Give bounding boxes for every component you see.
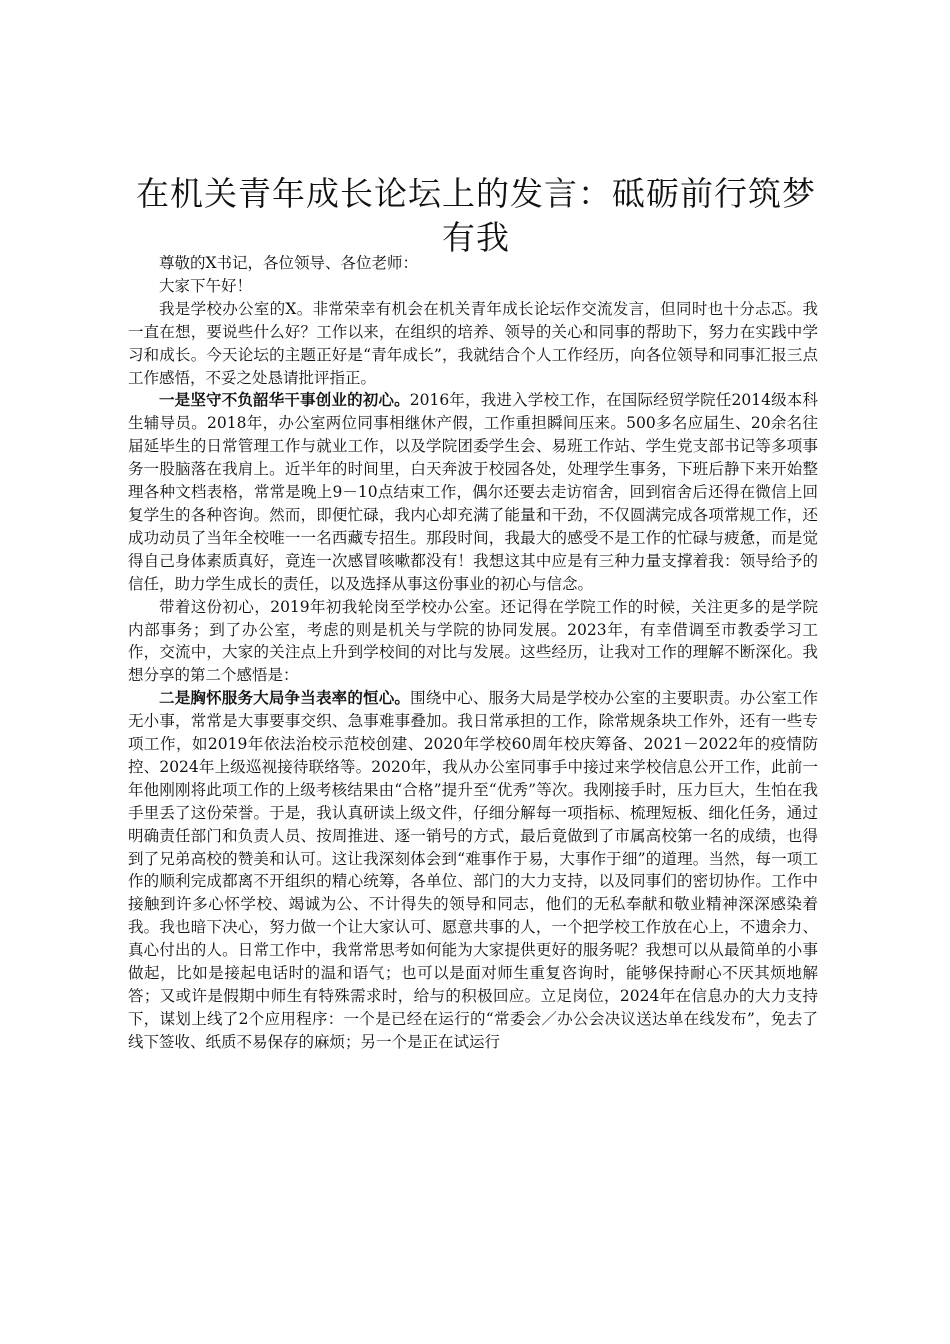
paragraph-text: 我是学校办公室的X。非常荣幸有机会在机关青年成长论坛作交流发言，但同时也十分忐忑。我一直在想，要说些什么好？工作以来，在组织的培养、领导的关心和同事的帮助下，努力在实践中学习和成长。今天论坛的主题正好是“青年成长”，我就结合个人工作经历，向各位领导和同事汇报三点工作感悟，不妥之处恳请批评指正。 [128, 299, 818, 387]
paragraph-transition [128, 596, 818, 688]
paragraph-text: 2016年，我进入学校工作，在国际经贸学院任2014级本科生辅导员。2018年，办公室两位同事相继休产假，工作重担瞬间压来。500多名应届生、20余名往届延毕生的日常管理工作与就业工作，以及学院团委学生会、易班工作站、学生党支部书记等多项事务一股脑落在我肩上。近半年的时间里，白天奔波于校园各处，处理学生事务，下班后静下来开始整理各种文档表格，常常是晚上9－10点结束工作，偶尔还要去走访宿舍，回到宿舍后还得在微信上回复学生的各种咨询。然而，即便忙碌，我内心却充满了能量和干劲，不仅圆满完成各项常规工作，还成功动员了当年全校唯一一名西藏专招生。那段时间，我最大的感受不是工作的忙碌与疲惫，而是觉得自己身体素质真好，竟连一次感冒咳嗽都没有！我想这其中应是有三种力量支撑着我：领导给予的信任，助力学生成长的责任，以及选择从事这份事业的初心与信念。 [128, 391, 818, 593]
paragraph-lead-heading: 一是坚守不负韶华干事创业的初心。 [159, 390, 410, 410]
salutation: 尊敬的X书记，各位领导、各位老师： [159, 254, 419, 272]
paragraph-point-two [128, 687, 818, 1054]
paragraph-intro [128, 298, 818, 390]
paragraph-text: 带着这份初心，2019年初我轮岗至学校办公室。还记得在学院工作的时候，关注更多的是学院内部事务；到了办公室，考虑的则是机关与学院的协同发展。2023年，有幸借调至市教委学习工作，交流中，大家的关注点上升到学校间的对比与发展。这些经历，让我对工作的理解不断深化。我想分享的第二个感悟是： [128, 597, 818, 685]
paragraph-point-one [128, 389, 818, 595]
document-body [128, 252, 818, 1054]
paragraph-text: 围绕中心、服务大局是学校办公室的主要职责。办公室工作无小事，常常是大事要事交织、急事难事叠加。我日常承担的工作，除常规条块工作外，还有一些专项工作，如2019年依法治校示范校创建、2020年学校60周年校庆筹备、2021－2022年的疫情防控、2024年上级巡视接待联络等。2020年，我从办公室同事手中接过来学校信息公开工作，此前一年他刚刚将此项工作的上级考核结果由“合格”提升至“优秀”等次。我刚接手时，压力巨大，生怕在我手里丢了这份荣誉。于是，我认真研读上级文件，仔细分解每一项指标、梳理短板、细化任务，通过明确责任部门和负责人员、按周推进、逐一销号的方式，最后竟做到了市属高校第一名的成绩，也得到了兄弟高校的赞美和认可。这让我深刻体会到“难事作于易，大事作于细”的道理。当然，每一项工作的顺利完成都离不开组织的精心统筹，各单位、部门的大力支持，以及同事们的密切协作。工作中接触到许多心怀学校、竭诚为公、不计得失的领导和同志，他们的无私奉献和敬业精神深深感染着我。我也暗下决心，努力做一个让大家认可、愿意共事的人，一个把学校工作放在心上，不遗余力、真心付出的人。日常工作中，我常常思考如何能为大家提供更好的服务呢？我想可以从最简单的小事做起，比如是接起电话时的温和语气；也可以是面对师生重复咨询时，能够保持耐心不厌其烦地解答；又或许是假期中师生有特殊需求时，给与的积极回应。立足岗位，2024年在信息办的大力支持下，谋划上线了2个应用程序：一个是已经在运行的“常委会／办公会决议送达单在线发布”，免去了线下签收、纸质不易保存的麻烦；另一个是正在试运行 [128, 689, 818, 1051]
paragraph-lead-heading: 二是胸怀服务大局争当表率的恒心。 [159, 688, 411, 708]
greeting: 大家下午好！ [159, 276, 253, 295]
document-title: 在机关青年成长论坛上的发言：砥砺前行筑梦有我 [136, 174, 816, 257]
